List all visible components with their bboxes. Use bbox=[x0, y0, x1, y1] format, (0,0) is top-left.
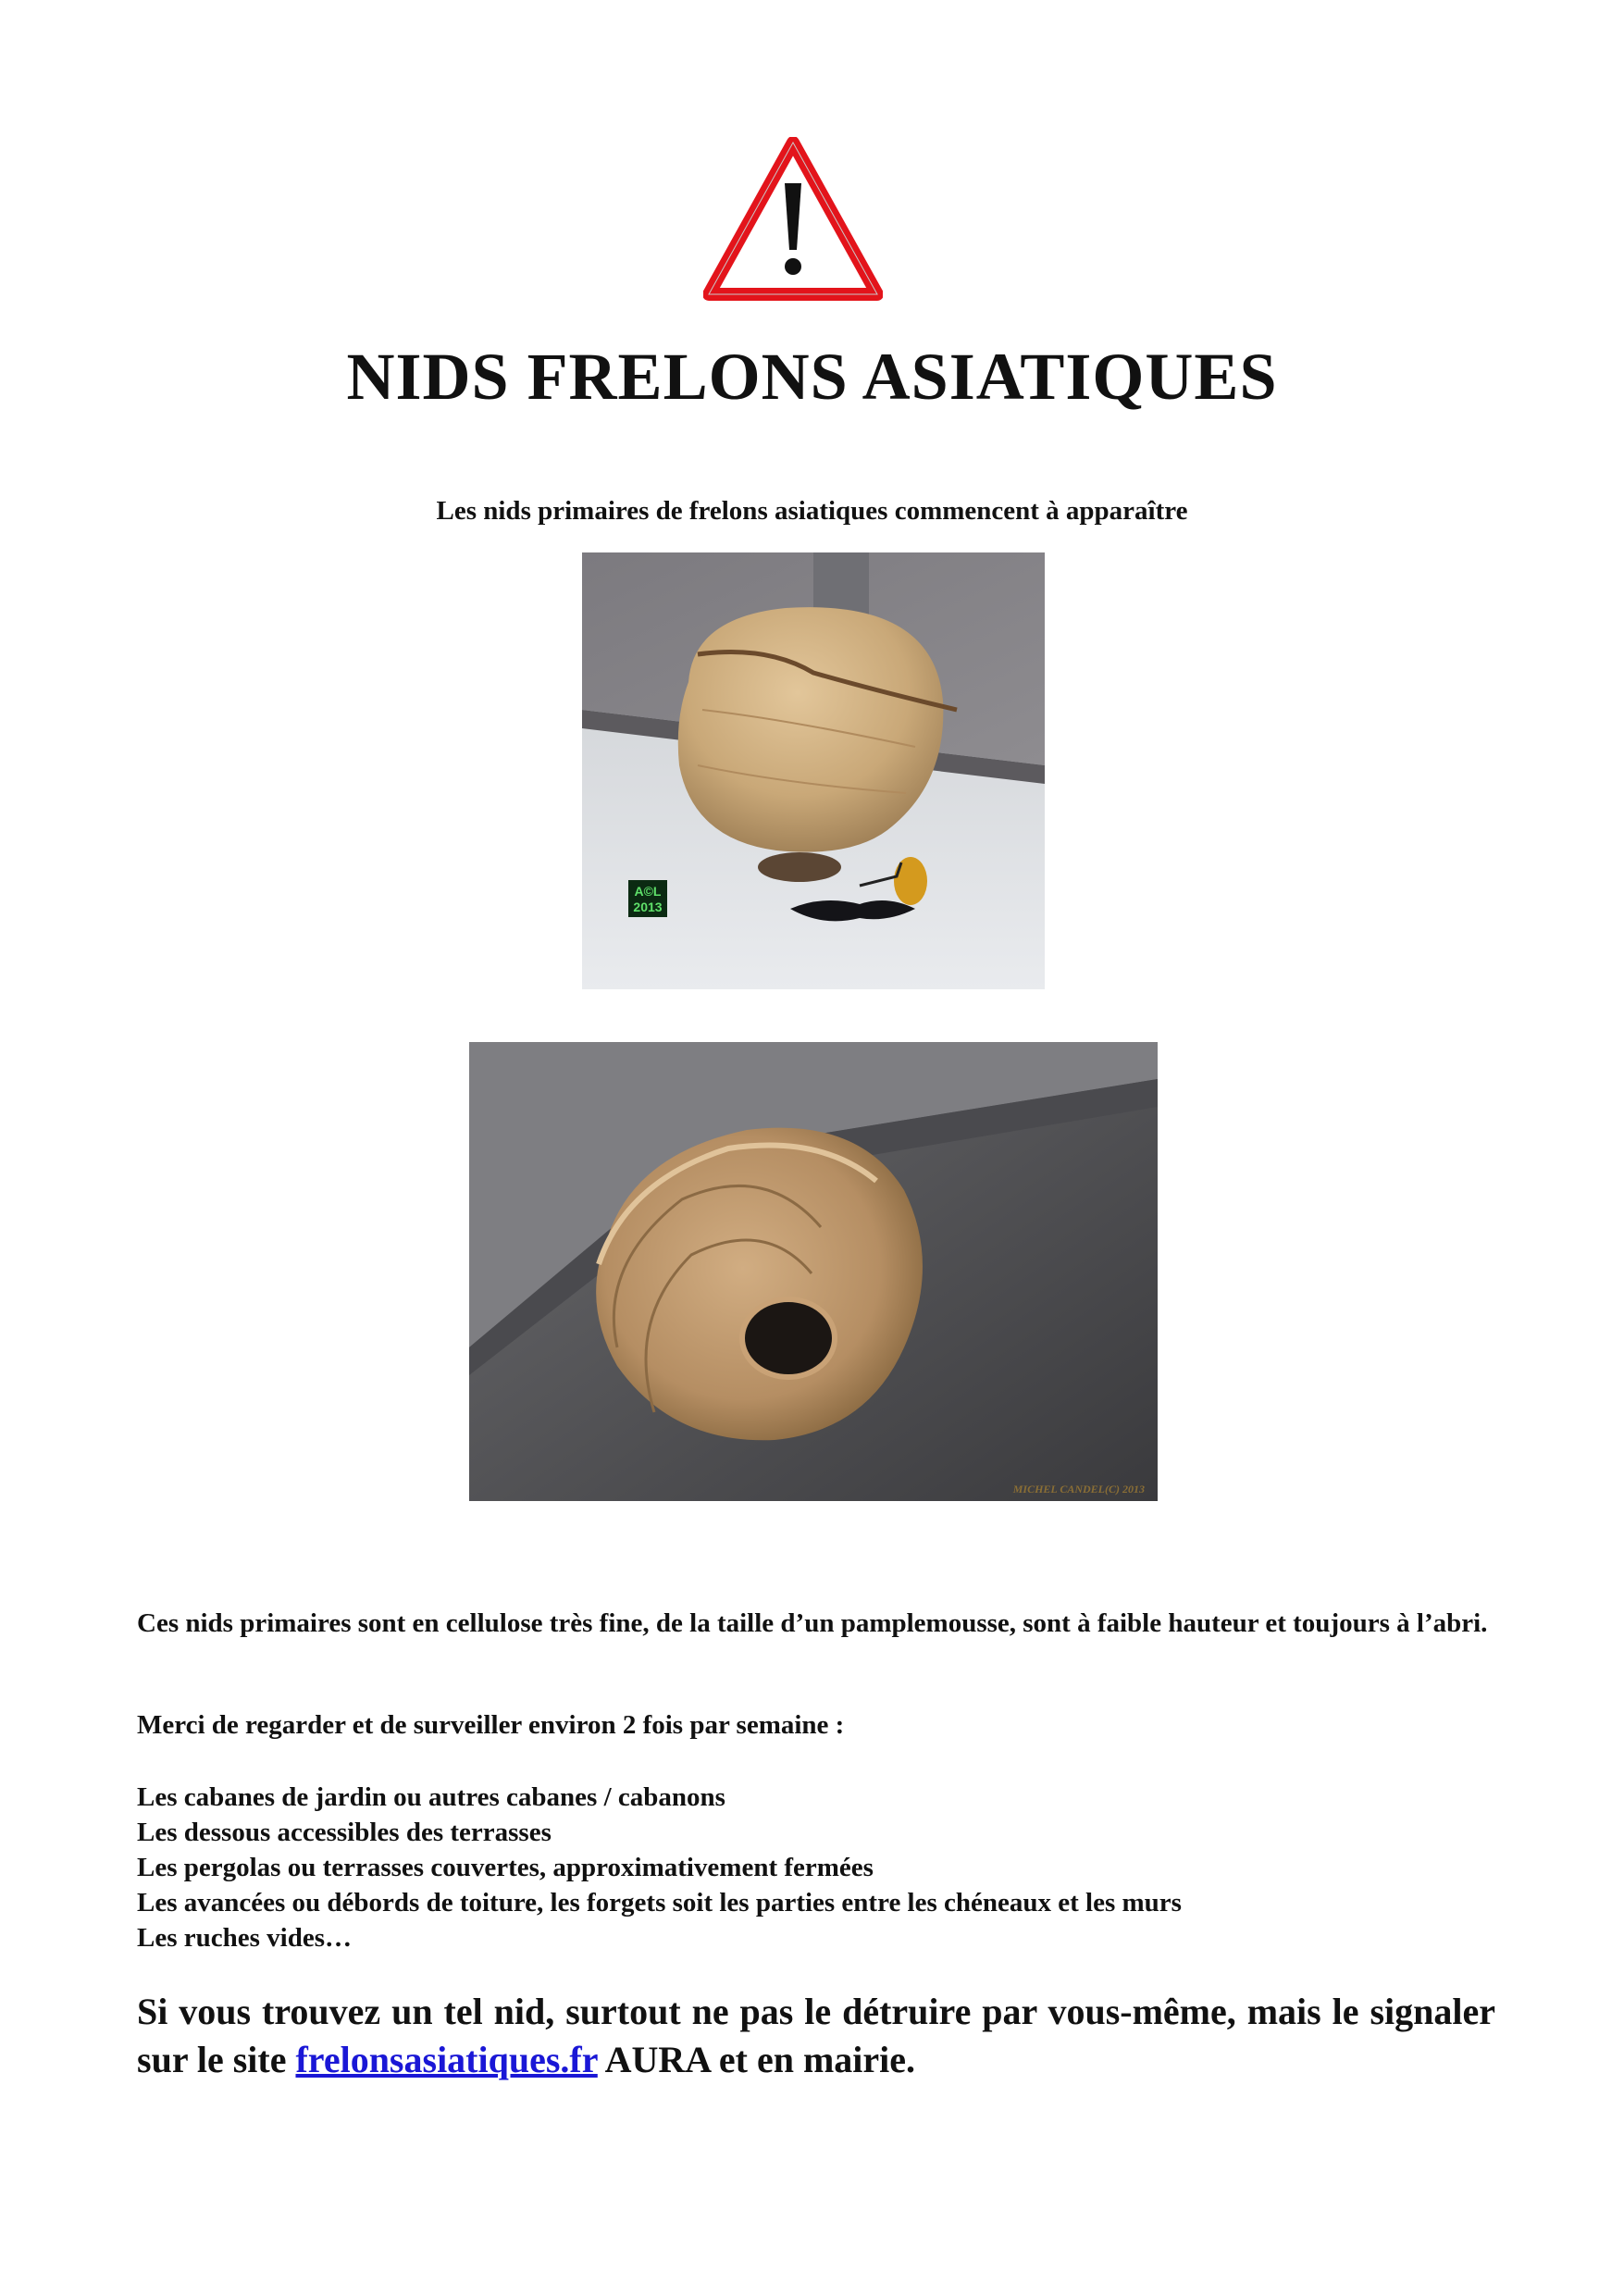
photo2-watermark: MICHEL CANDEL(C) 2013 bbox=[1012, 1483, 1145, 1496]
page-subtitle: Les nids primaires de frelons asiatiques commencent à apparaître bbox=[436, 496, 1188, 526]
list-item: Les pergolas ou terrasses couvertes, approximativement fermées bbox=[137, 1853, 874, 1882]
list-item: Les avancées ou débords de toiture, les forgets soit les parties entre les chéneaux et les murs bbox=[137, 1888, 1182, 1917]
places-to-check-list bbox=[137, 1780, 1495, 1955]
call-to-action bbox=[137, 1988, 1495, 2084]
call-to-action-text: Si vous trouvez un tel nid, surtout ne pas le détruire par vous-même, mais le signaler sur le site bbox=[137, 1991, 1495, 2080]
call-to-action-end: AURA et en mairie. bbox=[597, 2039, 916, 2080]
photo1-watermark-line1: A©L bbox=[634, 884, 662, 899]
warning-triangle-icon bbox=[703, 137, 883, 302]
list-item: Les cabanes de jardin ou autres cabanes / cabanons bbox=[137, 1782, 725, 1812]
list-item: Les ruches vides… bbox=[137, 1923, 352, 1953]
frelons-website-link[interactable]: frelonsasiatiques.fr bbox=[295, 2039, 598, 2080]
page-title: NIDS FRELONS ASIATIQUES bbox=[346, 340, 1278, 414]
hornet-nest-photo-1 bbox=[582, 552, 1045, 989]
description-paragraph: Ces nids primaires sont en cellulose très fine, de la taille d’un pamplemousse, sont à faible hauteur et toujours à l’abri. bbox=[137, 1608, 1488, 1638]
photo1-watermark-line2: 2013 bbox=[633, 900, 663, 914]
instruction-paragraph: Merci de regarder et de surveiller environ 2 fois par semaine : bbox=[137, 1710, 845, 1740]
list-item: Les dessous accessibles des terrasses bbox=[137, 1818, 552, 1847]
hornet-nest-photo-2 bbox=[469, 1042, 1158, 1501]
